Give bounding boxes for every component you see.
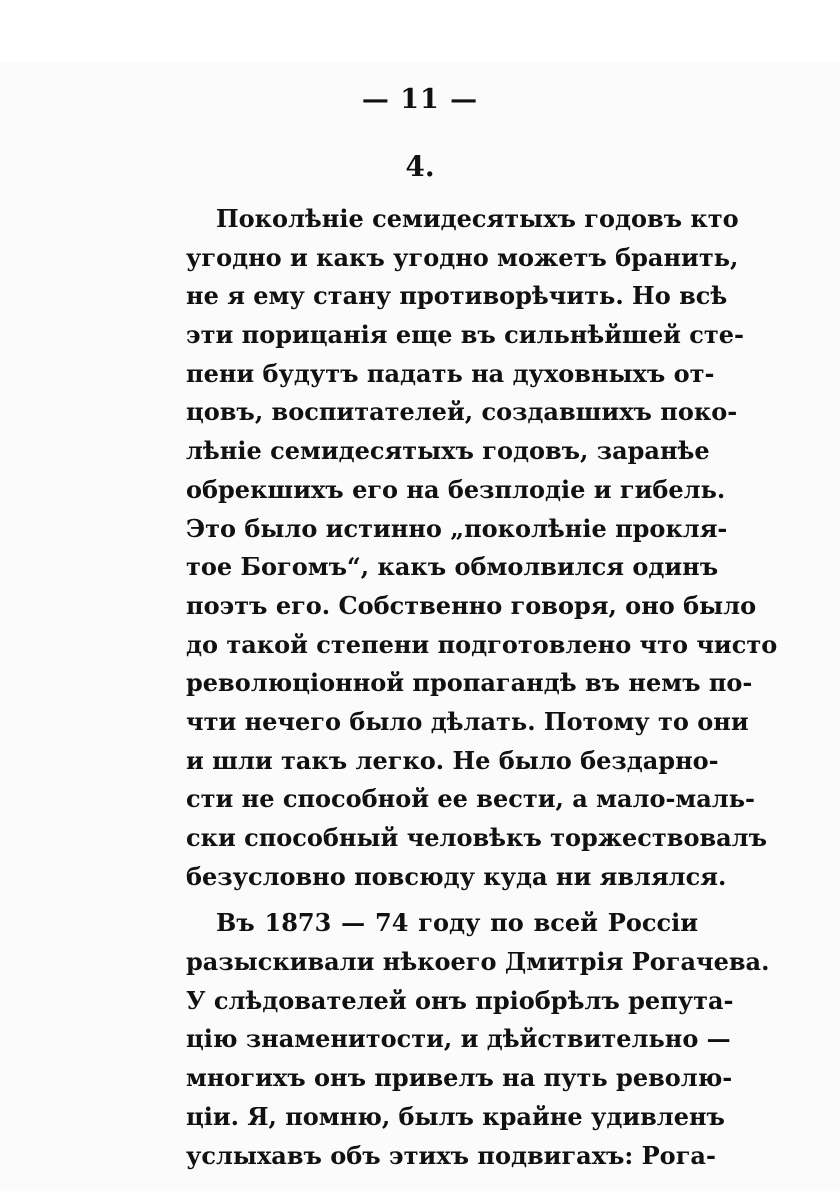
section-number: 4. [405,150,435,183]
text-line: сти не способной ее вести, а мало-маль- [186,784,755,814]
text-line: и шли такъ легко. Не было бездарно- [186,745,719,775]
text-line: цію знаменитости, и дѣйствительно — [186,1024,731,1054]
text-line: поэтъ его. Собственно говоря, оно было [186,590,757,620]
text-line: эти порицанія еще въ сильнѣйшей сте- [186,320,744,350]
page-number: — 11 — [361,84,479,115]
text-line: до такой степени подготовлено что чисто [186,629,778,659]
text-line: революціонной пропагандѣ въ немъ по- [186,668,753,698]
text-line: Въ 1873 — 74 году по всей Россіи [216,908,698,938]
text-line: безусловно повсюду куда ни являлся. [186,861,727,891]
text-line: пени будутъ падать на духовныхъ от- [186,358,715,388]
text-line: Это было истинно „поколѣніе прокля- [186,513,728,543]
text-line: угодно и какъ угодно можетъ бранить, [186,242,739,272]
text-line: многихъ онъ привелъ на путь револю- [186,1063,733,1093]
text-line: цовъ, воспитателей, создавшихъ поко- [186,397,738,427]
text-line: обрекшихъ его на безплодіе и гибель. [186,474,726,504]
text-line: Поколѣніе семидесятыхъ годовъ кто [216,204,739,233]
text-line: разыскивали нѣкоего Дмитрія Рогачева. [186,947,770,977]
text-line: лѣніе семидесятыхъ годовъ, заранѣе [186,436,710,466]
text-line: У слѣдователей онъ пріобрѣлъ репута- [186,985,734,1015]
text-line: ски способный человѣкъ торжествовалъ [186,823,768,852]
text-line: чти нечего было дѣлать. Потому то они [186,706,749,736]
text-line: тое Богомъ“, какъ обмолвился одинъ [186,552,719,582]
text-line: не я ему стану противорѣчить. Но всѣ [186,281,728,311]
paragraph-gap [186,896,698,904]
text-line: ціи. Я, помню, былъ крайне удивленъ [186,1101,725,1131]
body-text [186,200,778,1175]
text-line: услыхавъ объ этихъ подвигахъ: Рога- [186,1140,716,1170]
